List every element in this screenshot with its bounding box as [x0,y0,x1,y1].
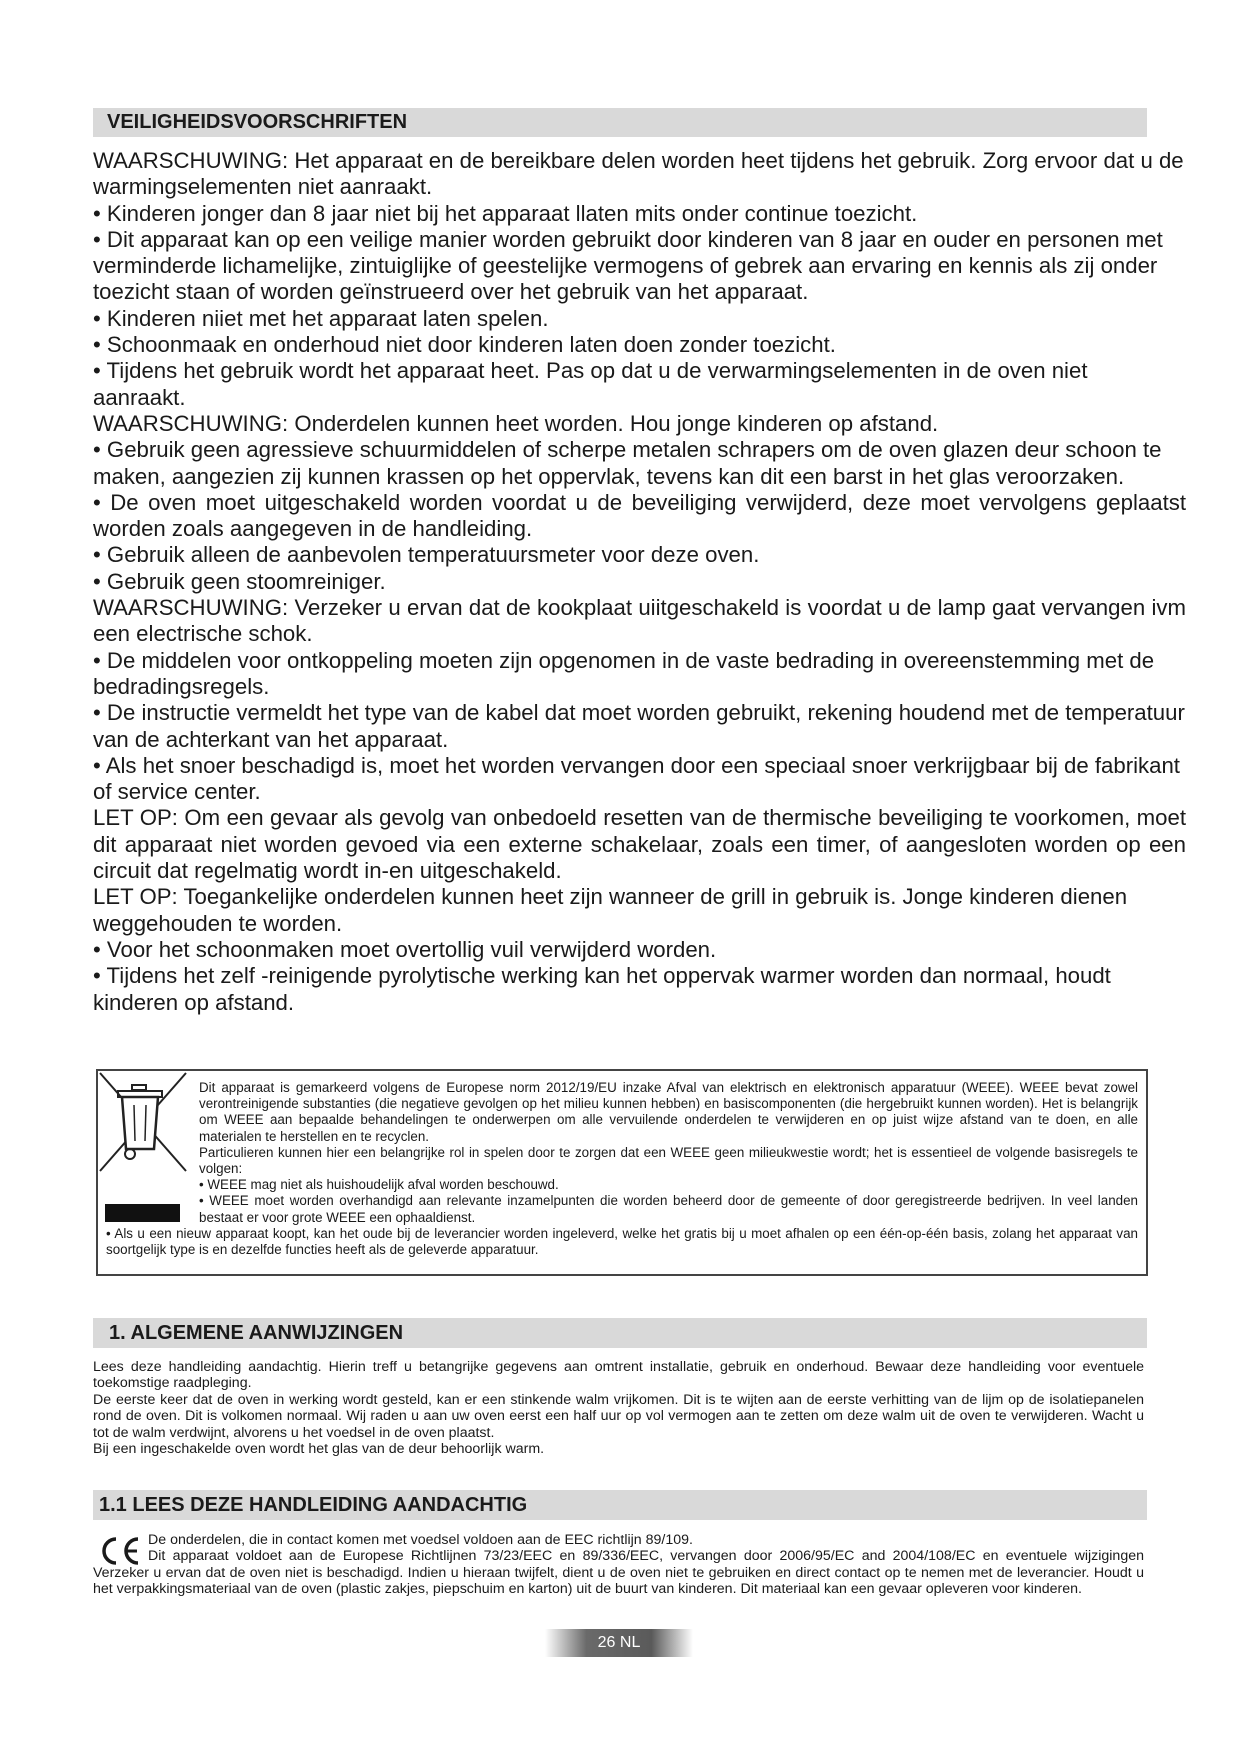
general-paragraph: Lees deze handleiding aandachtig. Hierin treff u betangrijke gegevens aan omtrent installatie, gebruik en onderhoud. Bewaar deze handleiding voor eventuele toekomstige raadpleging. [93,1359,1144,1392]
weee-paragraph: • Als u een nieuw apparaat koopt, kan het oude bij de leverancier worden ingeleverd, welke het gratis bij u moet afhalen op een één-op-één basis, zolang het apparaat van soortgelijk type is en dezelfde functies heeft als de geleverde apparatuur. [106,1225,1138,1258]
section-heading-safety: VEILIGHEIDSVOORSCHRIFTEN [93,108,1147,137]
safety-paragraph: • Tijdens het gebruik wordt het apparaat heet. Pas op dat u de verwarmingselementen in de oven niet aanraakt. [93,358,1088,410]
safety-paragraph: • Kinderen jonger dan 8 jaar niet bij het apparaat llaten mits onder continue toezicht. [93,200,918,226]
weee-paragraph: • WEEE moet worden overhandigd aan relevante inzamelpunten die worden beheerd door de gemeente of door geregistreerde bedrijven. In veel landen bestaat er voor grote WEEE een ophaaldienst. [199,1193,1138,1225]
weee-paragraph: Particulieren kunnen hier een belangrijke rol in spelen door te zorgen dat een WEEE geen milieukwestie wordt; het is essentieel de volgende basisregels te volgen: [199,1144,1138,1177]
safety-paragraph: • Gebruik geen agressieve schuurmiddelen of scherpe metalen schrapers om de oven glazen deur schoon te maken, aangezien zij kunnen krassen op het oppervlak, tevens kan dit een barst in het glas veroorzaken. [93,437,1162,489]
safety-paragraph: • Schoonmaak en onderhoud niet door kinderen laten doen zonder toezicht. [93,332,836,358]
safety-paragraph: • Tijdens het zelf -reinigende pyrolytische werking kan het oppervak warmer worden dan normaal, houdt kinderen op afstand. [93,963,1111,1015]
safety-paragraph: LET OP: Om een gevaar als gevolg van onbedoeld resetten van de thermische beveiliging te voorkomen, moet dit apparaat niet worden gevoed via een externe schakelaar, zoals een timer, of aangesloten worden op een circuit dat regelmatig wordt in-en uitgeschakeld. [93,805,1186,884]
general-paragraph: De eerste keer dat de oven in werking wordt gesteld, kan er een stinkende walm vrijkomen. Dit is te wijten aan de eerste verhitting van de lijm op de isolatiepanelen rond de oven. Dit is volkomen normaal. Wij raden u aan uw oven eerst een half uur op vol vermogen aan te zetten om deze walm uit de oven te verwijderen. Wacht u tot de walm verdwijnt, alvorens u het voedsel in de oven plaatst. [93,1391,1144,1441]
safety-paragraph: • Gebruik alleen de aanbevolen temperatuursmeter voor deze oven. [93,542,760,568]
safety-paragraph: • De instructie vermeldt het type van de kabel dat moet worden gebruikt, rekening houdend met de temperatuur van de achterkant van het apparaat. [93,700,1185,752]
safety-paragraph: LET OP: Toegankelijke onderdelen kunnen heet zijn wanneer de grill in gebruik is. Jonge kinderen dienen weggehouden te worden. [93,884,1128,936]
safety-paragraph: • De oven moet uitgeschakeld worden voordat u de beveiliging verwijderd, deze moet vervolgens geplaatst worden zoals aangegeven in de handleiding. [93,489,1186,542]
safety-paragraph: WAARSCHUWING: Het apparaat en de bereikbare delen worden heet tijdens het gebruik. Zorg ervoor dat u de warmingselementen niet aanraakt. [93,148,1184,200]
general-paragraph: Bij een ingeschakelde oven wordt het glas van de deur behoorlijk warm. [93,1441,545,1458]
safety-paragraph: • Als het snoer beschadigd is, moet het worden vervangen door een speciaal snoer verkrijgbaar bij de fabrikant of service center. [93,752,1180,805]
read-manual-text [93,1532,1144,1598]
safety-paragraph: • Kinderen niiet met het apparaat laten spelen. [93,305,549,331]
safety-paragraph: • Gebruik geen stoomreiniger. [93,568,386,594]
safety-paragraph: WAARSCHUWING: Verzeker u ervan dat de kookplaat uiitgeschakeld is voordat u de lamp gaat vervangen ivm een electrische schok. [93,595,1186,647]
read-manual-paragraph: Dit apparaat voldoet aan de Europese Richtlijnen 73/23/EEC en 89/336/EEC, vervangen door 2006/95/EC and 2004/108/EC en eventuele wijzigingen Verzeker u ervan dat de oven niet is beschadigd. Indien u hieraan twijfelt, dient u de oven niet te gebruiken en direct contact op te nemen met de leverancier. Houdt u het verpakkingsmateriaal van de oven (plastic zakjes, piepschuim en karton) uit de buurt van kinderen. Dit materiaal kan een gevaar opleveren voor kinderen. [93,1548,1144,1598]
safety-paragraph: • De middelen voor ontkoppeling moeten zijn opgenomen in de vaste bedrading in overeenstemming met de bedradingsregels. [93,647,1155,699]
section-heading-read-manual: 1.1 LEES DEZE HANDLEIDING AANDACHTIG [93,1490,1147,1520]
weee-paragraph: Dit apparaat is gemarkeerd volgens de Europese norm 2012/19/EU inzake Afval van elektrisch en elektronisch apparatuur (WEEE). WEEE bevat zowel verontreinigende substanties (die negatieve gevolgen op het milieu kunnen hebben) en basiscomponenten (die hergebruikt kunnen worden). Het is belangrijk om WEEE aan bepaalde behandelingen te onderwerpen om alle vervuilende onderdelen te verwijderen en op juist wijze afstand van te doen, en alle materialen te herstellen en te recyclen. [199,1080,1138,1144]
safety-paragraph: • Voor het schoonmaken moet overtollig vuil verwijderd worden. [93,936,717,962]
page-number: 26 NL [545,1629,693,1657]
general-instructions [93,1359,1144,1457]
section-heading-general: 1. ALGEMENE AANWIJZINGEN [93,1318,1147,1348]
safety-paragraph: • Dit apparaat kan op een veilige manier worden gebruikt door kinderen van 8 jaar en ouder en personen met verminderde lichamelijke, zintuiglijke of geestelijke vermogens of gebrek aan ervaring en kennis als zij onder toezicht staan of worden geïnstrueerd over het gebruik van het apparaat. [93,226,1163,305]
weee-text [106,1080,1138,1258]
weee-paragraph: • WEEE mag niet als huishoudelijk afval worden beschouwd. [199,1177,559,1193]
safety-instructions [93,148,1186,1016]
safety-paragraph: WAARSCHUWING: Onderdelen kunnen heet worden. Hou jonge kinderen op afstand. [93,410,939,436]
read-manual-paragraph: De onderdelen, die in contact komen met voedsel voldoen aan de EEC richtlijn 89/109. [148,1532,693,1548]
weee-notice-box [96,1069,1148,1276]
